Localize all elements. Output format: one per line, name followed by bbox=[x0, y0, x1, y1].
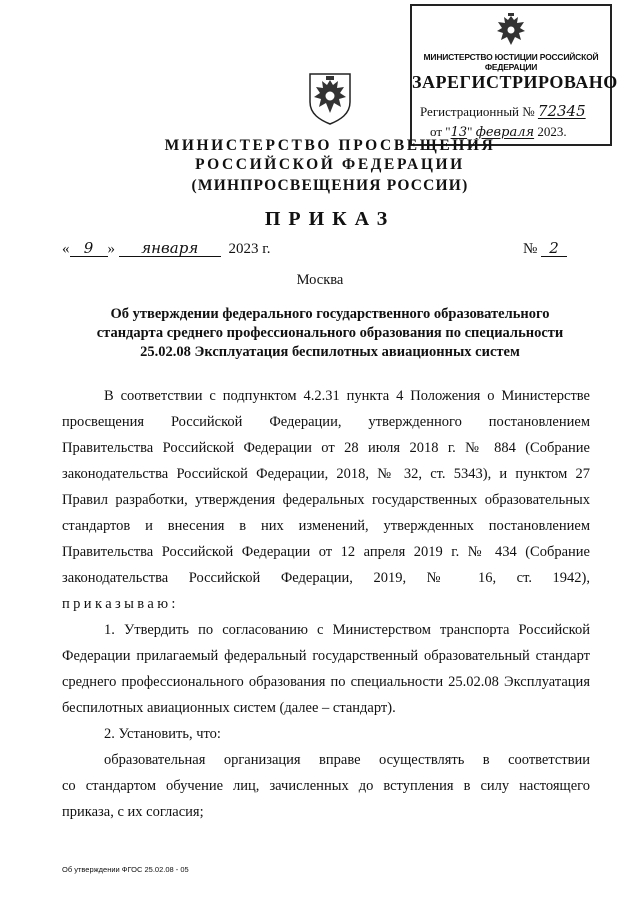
coat-of-arms-icon bbox=[304, 68, 356, 126]
body-line: стандартов и внесения в них изменений, утвержденных постановлением bbox=[62, 518, 590, 534]
heading-line3: 25.02.08 Эксплуатация беспилотных авиационных систем bbox=[140, 344, 520, 360]
stamp-from-prefix: от " bbox=[430, 124, 451, 139]
body-line: со стандартом обучение лиц, зачисленных до вступления в силу настоящего bbox=[62, 778, 590, 794]
order-number bbox=[523, 240, 567, 258]
body-line: законодательства Российской Федерации, 2018, № 32, ст. 5343), и пунктом 27 bbox=[62, 466, 590, 482]
body-line: Федерации прилагаемый федеральный государственный образовательный стандарт bbox=[62, 648, 590, 664]
ministry-short-name: (МИНПРОСВЕЩЕНИЯ РОССИИ) bbox=[191, 177, 469, 194]
date-quote-open: « bbox=[62, 241, 70, 257]
body-line: приказа, с их согласия; bbox=[62, 804, 204, 820]
order-year: 2023 г. bbox=[228, 241, 271, 257]
stamp-day: 13 bbox=[450, 125, 468, 140]
body-line: беспилотных авиационных систем (далее – стандарт). bbox=[62, 700, 396, 716]
order-day: 9 bbox=[70, 240, 108, 257]
body-line: просвещения Российской Федерации, утвержденного постановлением bbox=[62, 414, 590, 430]
registration-stamp bbox=[410, 4, 618, 146]
body-line: В соответствии с подпунктом 4.2.31 пункта 4 Положения о Министерстве bbox=[104, 388, 590, 404]
stamp-reg-line bbox=[420, 102, 586, 120]
date-quote-close: » bbox=[107, 241, 115, 257]
body-line: среднего профессионального образования по специальности 25.02.08 Эксплуатация bbox=[62, 674, 590, 690]
order-date bbox=[62, 240, 270, 258]
order-month: января bbox=[119, 240, 221, 257]
stamp-reg-label: Регистрационный № bbox=[420, 104, 535, 119]
body-line: Правительства Российской Федерации от 12 апреля 2019 г. № 434 (Собрание bbox=[62, 544, 590, 560]
body-line: 2. Установить, что: bbox=[104, 726, 221, 742]
ministry-name-line2: РОССИЙСКОЙ ФЕДЕРАЦИИ bbox=[195, 156, 465, 173]
body-line: 1. Утвердить по согласованию с Министерством транспорта Российской bbox=[104, 622, 590, 638]
stamp-reg-number: 72345 bbox=[537, 102, 586, 120]
order-number-label: № bbox=[523, 241, 538, 257]
coat-of-arms-icon bbox=[494, 12, 528, 48]
stamp-month: февраля bbox=[475, 125, 535, 140]
body-line: законодательства Российской Федерации, 2019, № 16, ст. 1942), bbox=[62, 570, 590, 586]
stamp-year: 2023. bbox=[537, 124, 567, 139]
body-line: образовательная организация вправе осуществлять в соответствии bbox=[104, 752, 590, 768]
order-number-value: 2 bbox=[541, 240, 567, 257]
stamp-quote-close: " bbox=[467, 124, 476, 139]
page-footer: Об утверждении ФГОС 25.02.08 - 05 bbox=[62, 865, 189, 874]
stamp-registered: ЗАРЕГИСТРИРОВАНО bbox=[412, 72, 618, 92]
body-line: Правил разработки, утверждения федеральных государственных образовательных bbox=[62, 492, 590, 508]
order-word: приказываю: bbox=[62, 596, 179, 612]
stamp-ministry: МИНИСТЕРСТВО ЮСТИЦИИ РОССИЙСКОЙ ФЕДЕРАЦИИ bbox=[423, 52, 599, 72]
body-line: Правительства Российской Федерации от 28 июля 2018 г. № 884 (Собрание bbox=[62, 440, 590, 456]
heading-line2: стандарта среднего профессионального образования по специальности bbox=[96, 325, 564, 341]
order-title: ПРИКАЗ bbox=[264, 208, 396, 230]
heading-line1: Об утверждении федерального государственного образовательного bbox=[110, 306, 550, 322]
ministry-name-line1: МИНИСТЕРСТВО ПРОСВЕЩЕНИЯ bbox=[164, 137, 496, 154]
order-city: Москва bbox=[296, 272, 344, 288]
